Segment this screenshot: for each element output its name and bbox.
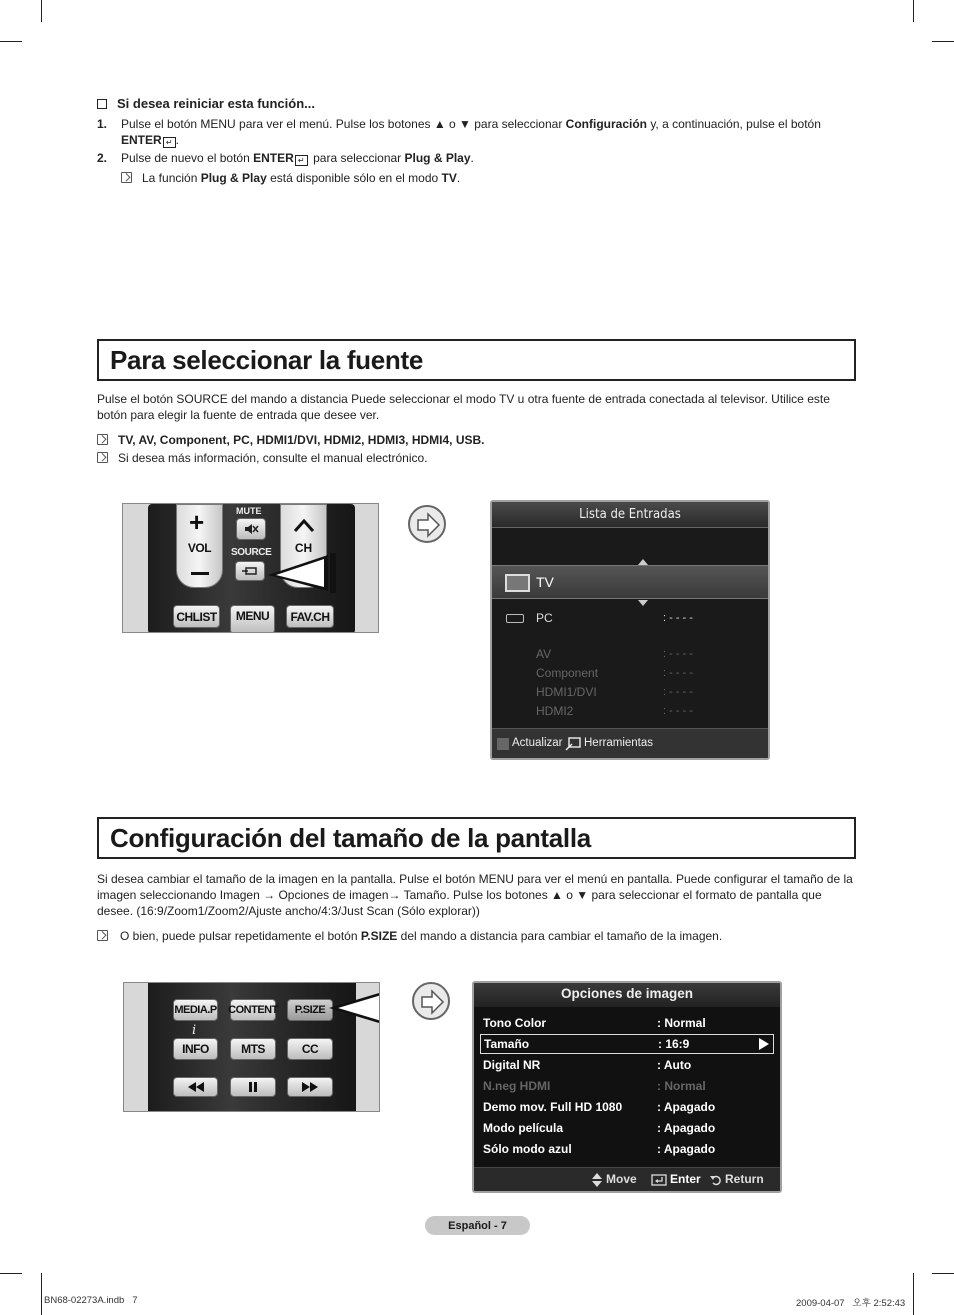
source-note-2: Si desea más información, consulte el manual electrónico.	[97, 450, 428, 466]
step-number: 1.	[97, 117, 108, 131]
source-input-icon	[242, 566, 258, 576]
reset-note: La función Plug & Play está disponible sólo en el modo TV.	[121, 170, 460, 186]
step-number: 2.	[97, 151, 108, 165]
scroll-down-icon[interactable]	[638, 600, 648, 606]
mute-icon	[243, 522, 259, 536]
vol-rocker[interactable]	[176, 504, 223, 588]
input-row[interactable]: HDMI2 : - - - -	[536, 704, 693, 718]
size-paragraph: Si desea cambiar el tamaño de la imagen en la pantalla. Pulse el botón MENU para ver el menú en pantalla. Puede configurar el tamaño de la imagen seleccionando Imagen → Opciones de imagen→ Tamaño. Pulse los botones ▲ o ▼ para seleccionar el formato de pantalla que desee. (16:9/Zoom1/Zoom2/Ajuste ancho/4:3/Just Scan (Sólo explorar))	[97, 872, 853, 918]
chlist-button[interactable]: CHLIST	[173, 605, 220, 628]
info-button[interactable]: INFO	[173, 1038, 218, 1060]
option-row-selected[interactable]: Tamaño : 16:9	[480, 1034, 774, 1054]
menu-footer	[492, 728, 768, 758]
checkbox-bullet-icon	[97, 99, 107, 109]
minus-icon	[191, 572, 209, 575]
menu-button[interactable]: MENU	[230, 605, 275, 633]
print-date: 2009-04-07 오후 2:52:43	[796, 1298, 906, 1309]
return-icon	[710, 1174, 722, 1186]
enter-icon	[651, 1174, 667, 1186]
psize-button[interactable]: P.SIZE	[287, 999, 333, 1021]
up-down-icon	[592, 1173, 602, 1187]
input-item-selected[interactable]	[492, 565, 768, 599]
size-note: O bien, puede pulsar repetidamente el botón P.SIZE del mando a distancia para cambiar el tamaño de la imagen.	[97, 928, 722, 944]
arrow-right-icon	[412, 982, 450, 1020]
rewind-icon	[186, 1082, 206, 1092]
mute-label: MUTE	[236, 506, 262, 516]
crop-mark	[41, 0, 42, 22]
crop-mark	[0, 1273, 22, 1274]
page-number-badge: Español - 7	[425, 1216, 530, 1235]
option-row[interactable]: Modo película : Apagado	[483, 1121, 716, 1135]
crop-mark	[932, 41, 954, 42]
crop-mark	[41, 1273, 42, 1315]
tools-hint[interactable]: Herramientas	[584, 737, 654, 749]
note-icon	[97, 434, 108, 445]
arrow-right-icon	[408, 505, 446, 543]
return-hint: Return	[725, 1172, 764, 1186]
enter-icon: ↵	[295, 155, 308, 166]
section-title-box	[97, 817, 856, 859]
fast-forward-button[interactable]	[287, 1077, 333, 1097]
section-title: Para seleccionar la fuente	[110, 345, 424, 375]
tv-icon	[505, 574, 530, 592]
source-button[interactable]	[235, 561, 265, 581]
chevron-up-icon	[281, 511, 328, 541]
source-paragraph: Pulse el botón SOURCE del mando a distancia Puede seleccionar el modo TV u otra fuente de entrada conectada al televisor. Utilice este botón para elegir la fuente de entrada que desee ver.	[97, 392, 830, 422]
note-icon	[97, 452, 108, 463]
refresh-hint[interactable]: Actualizar	[512, 737, 563, 749]
option-row-disabled: N.neg HDMI : Normal	[483, 1079, 706, 1093]
enter-icon: ↵	[163, 137, 176, 148]
enter-hint: Enter	[670, 1172, 701, 1186]
crop-mark	[0, 41, 22, 42]
menu-title: Opciones de imagen	[474, 983, 780, 1007]
remote-image-psize	[123, 982, 380, 1112]
cc-button[interactable]: CC	[287, 1038, 333, 1060]
pointer-wedge-icon	[329, 988, 380, 1032]
source-label: SOURCE	[231, 547, 272, 558]
vol-label: VOL	[187, 541, 212, 555]
file-label: BN68-02273A.indb 7	[44, 1295, 138, 1306]
step-2-text: Pulse de nuevo el botón ENTER ↵ para seleccionar Plug & Play.	[121, 151, 474, 165]
input-row[interactable]: Component : - - - -	[536, 666, 693, 680]
ch-label: CH	[294, 541, 313, 555]
fast-forward-icon	[300, 1082, 320, 1092]
reset-heading: Si desea reiniciar esta función...	[97, 96, 315, 112]
section-title-box	[97, 339, 856, 381]
source-note-1: TV, AV, Component, PC, HDMI1/DVI, HDMI2, HDMI3, HDMI4, USB.	[97, 432, 485, 448]
favch-button[interactable]: FAV.CH	[286, 605, 334, 628]
input-row[interactable]: AV : - - - -	[536, 647, 693, 661]
crop-mark	[913, 0, 914, 22]
crop-mark	[932, 1273, 954, 1274]
menu-footer	[474, 1167, 780, 1191]
content-button[interactable]: CONTENT	[230, 999, 276, 1021]
pause-button[interactable]	[230, 1077, 276, 1097]
input-item-label: TV	[536, 574, 554, 590]
note-icon	[121, 172, 132, 183]
mediap-button[interactable]: MEDIA.P	[173, 999, 218, 1021]
mute-button[interactable]	[236, 518, 266, 540]
note-icon	[97, 930, 108, 941]
info-i-icon: i	[192, 1023, 197, 1038]
step-1-text: Pulse el botón MENU para ver el menú. Pulse los botones ▲ o ▼ para seleccionar Configuración y, a continuación, pulse el botón ENTER ↵ .	[121, 117, 821, 147]
menu-title: Lista de Entradas	[492, 502, 768, 528]
picture-options-menu	[472, 981, 782, 1193]
option-row[interactable]: Sólo modo azul : Apagado	[483, 1142, 716, 1156]
input-list-menu	[490, 500, 770, 760]
option-row[interactable]: Digital NR : Auto	[483, 1058, 692, 1072]
arrow-right-small-icon	[759, 1038, 769, 1050]
tools-icon	[565, 737, 581, 751]
pause-icon	[248, 1082, 258, 1092]
pointer-wedge-icon	[268, 551, 338, 593]
plus-icon: +	[189, 507, 205, 537]
input-row[interactable]: PC : - - - -	[536, 611, 693, 625]
crop-mark	[913, 1273, 914, 1315]
option-row[interactable]: Tono Color : Normal	[483, 1016, 706, 1030]
option-row[interactable]: Demo mov. Full HD 1080 : Apagado	[483, 1100, 716, 1114]
remote-image-source	[122, 503, 379, 633]
input-row[interactable]: HDMI1/DVI : - - - -	[536, 685, 693, 699]
color-key-icon	[497, 738, 509, 750]
move-hint: Move	[606, 1172, 637, 1186]
mts-button[interactable]: MTS	[230, 1038, 276, 1060]
rewind-button[interactable]	[173, 1077, 218, 1097]
section-title: Configuración del tamaño de la pantalla	[110, 823, 591, 853]
